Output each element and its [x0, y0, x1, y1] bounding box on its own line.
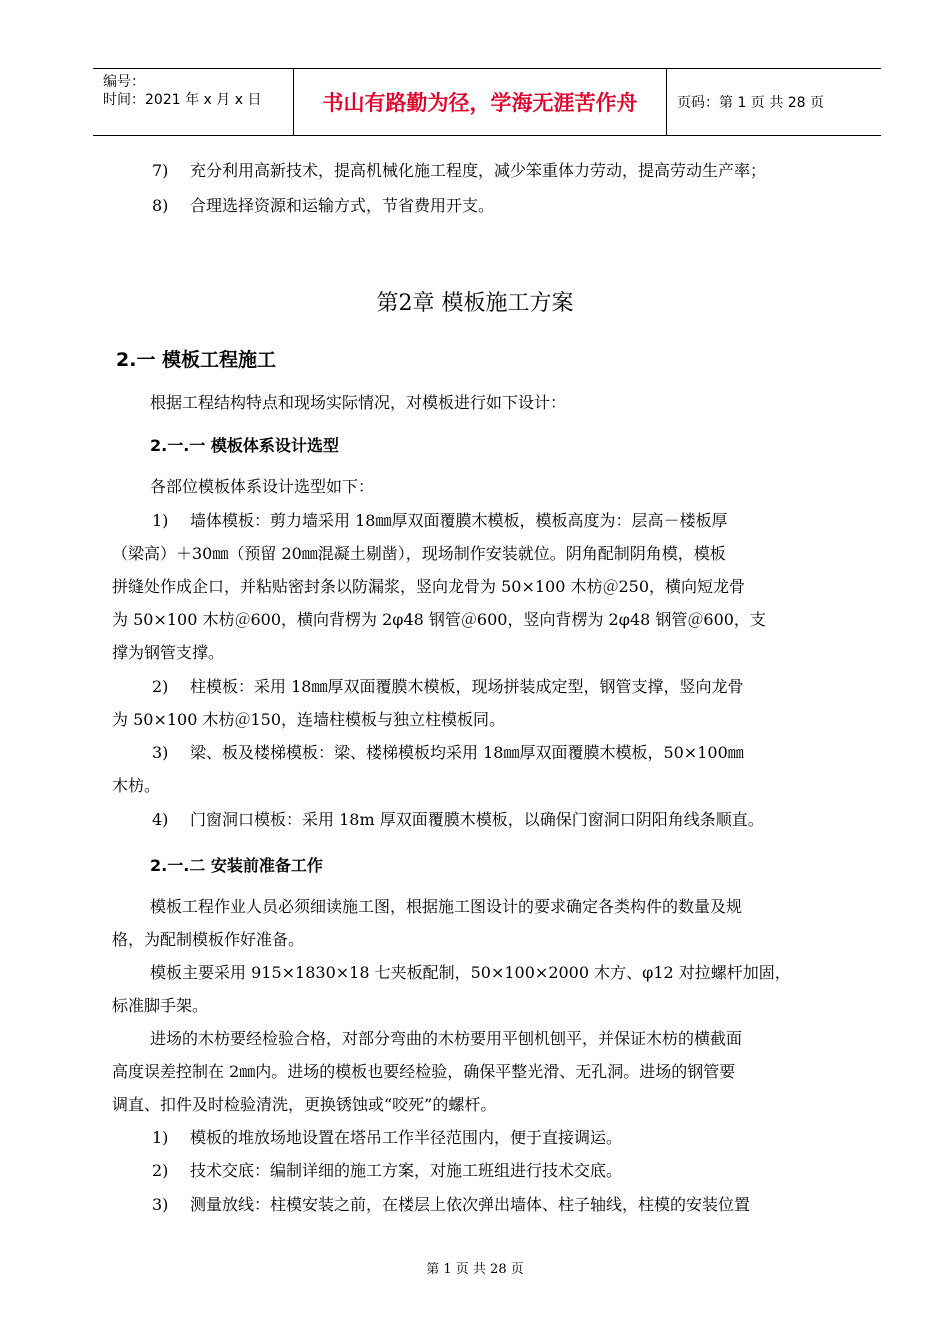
paragraph-line: 梁、板及楼梯模板：梁、楼梯模板均采用 18㎜厚双面覆膜木模板，50×100㎜ — [190, 743, 744, 762]
paragraph-line: 模板主要采用 915×1830×18 七夹板配制，50×100×2000 木方、φ12 对拉螺杆加固， — [150, 963, 791, 982]
list-number: 7) — [152, 161, 169, 180]
subsection-title: 2.一.一 模板体系设计选型 — [150, 436, 339, 455]
subsection-intro: 各部位模板体系设计选型如下： — [150, 477, 375, 496]
page-header — [93, 68, 881, 136]
paragraph-line: 为 50×100 木枋＠600，横向背楞为 2φ48 钢管＠600，竖向背楞为 2φ48 钢管＠600，支 — [112, 610, 766, 629]
paragraph-line: 拼缝处作成企口，并粘贴密封条以防漏浆，竖向龙骨为 50×100 木枋＠250，横向短龙骨 — [112, 577, 746, 596]
header-number: 编号： — [103, 74, 145, 90]
paragraph-line: 墙体模板：剪力墙采用 18㎜厚双面覆膜木模板，模板高度为：层高－楼板厚 — [190, 511, 728, 530]
subsection-title: 2.一.二 安装前准备工作 — [150, 856, 323, 875]
paragraph-line: 进场的木枋要经检验合格，对部分弯曲的木枋要用平刨机刨平，并保证木枋的横截面 — [150, 1029, 743, 1048]
list-item: 测量放线：柱模安装之前，在楼层上依次弹出墙体、柱子轴线，柱模的安装位置 — [190, 1195, 751, 1214]
header-time: 时间：2021 年 x 月 x 日 — [103, 92, 262, 108]
header-motto: 书山有路勤为径，学海无涯苦作舟 — [294, 69, 667, 135]
list-number: 3) — [152, 1195, 169, 1214]
list-item: 模板的堆放场地设置在塔吊工作半径范围内，便于直接调运。 — [190, 1128, 623, 1147]
paragraph-line: 标准脚手架。 — [112, 996, 209, 1015]
paragraph-line: （梁高）＋30㎜（预留 20㎜混凝土剔凿），现场制作安装就位。阴角配制阴角模，模板 — [112, 544, 726, 563]
list-number: 8) — [152, 196, 169, 215]
paragraph-line: 格，为配制模板作好准备。 — [112, 930, 305, 949]
paragraph-line: 木枋。 — [112, 776, 161, 795]
page-footer: 第 1 页 共 28 页 — [426, 1262, 524, 1277]
paragraph-line: 柱模板：采用 18㎜厚双面覆膜木模板，现场拼装成定型，钢管支撑，竖向龙骨 — [190, 677, 744, 696]
list-number: 1) — [152, 511, 169, 530]
list-number: 1) — [152, 1128, 169, 1147]
paragraph-line: 调直、扣件及时检验清洗，更换锈蚀或“咬死”的螺杆。 — [112, 1095, 497, 1114]
list-item: 合理选择资源和运输方式，节省费用开支。 — [190, 196, 495, 215]
list-number: 4) — [152, 810, 169, 829]
list-number: 2) — [152, 677, 169, 696]
list-item: 技术交底：编制详细的施工方案，对施工班组进行技术交底。 — [190, 1161, 623, 1180]
paragraph-line: 撑为钢管支撑。 — [112, 643, 225, 662]
paragraph-line: 门窗洞口模板：采用 18m 厚双面覆膜木模板，以确保门窗洞口阴阳角线条顺直。 — [190, 810, 764, 829]
paragraph-line: 高度误差控制在 2㎜内。进场的模板也要经检验，确保平整光滑、无孔洞。进场的钢管要 — [112, 1062, 736, 1081]
section-title: 2.一 模板工程施工 — [116, 349, 277, 371]
header-meta — [93, 69, 294, 135]
header-page-info: 页码：第 1 页 共 28 页 — [677, 95, 824, 111]
paragraph-line: 为 50×100 木枋＠150，连墙柱模板与独立柱模板同。 — [112, 710, 506, 729]
list-number: 2) — [152, 1161, 169, 1180]
chapter-title: 第2章 模板施工方案 — [376, 291, 574, 316]
paragraph-line: 模板工程作业人员必须细读施工图，根据施工图设计的要求确定各类构件的数量及规 — [150, 897, 743, 916]
list-number: 3) — [152, 743, 169, 762]
section-intro: 根据工程结构特点和现场实际情况，对模板进行如下设计： — [150, 393, 567, 412]
list-item: 充分利用高新技术，提高机械化施工程度，减少笨重体力劳动，提高劳动生产率； — [190, 161, 767, 180]
